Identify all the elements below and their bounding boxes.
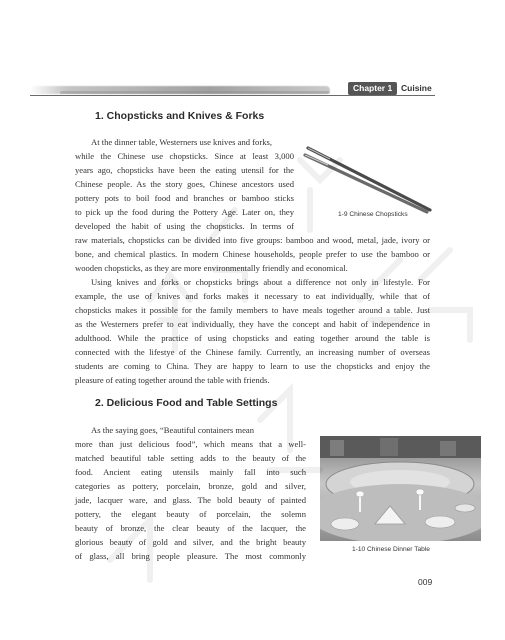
text-line: glorious beauty of gold and silver, and the bright beauty — [75, 537, 306, 547]
text-line: students are coming to China. They are happy to learn to use the chopsticks and enjoy the — [75, 361, 430, 371]
text-line: food. Ancient eating utensils mainly fall into such — [75, 467, 306, 477]
section-heading-table-settings: 2. Delicious Food and Table Settings — [95, 397, 278, 409]
text-line: developed the habit of using the chopsticks. In terms of — [75, 221, 294, 231]
chapter-badge: Chapter 1 — [348, 82, 397, 95]
chopsticks-image — [300, 140, 435, 215]
text-line: pleasure of eating together around the table with friends. — [75, 375, 270, 385]
brush-stroke-decoration-thin — [60, 91, 330, 94]
text-line: categories as pottery, porcelain, bronze, gold and silver, — [75, 481, 306, 491]
text-line: matched beautiful table setting adds to the beauty of the — [75, 453, 306, 463]
text-line: while the Chinese use chopsticks. Since at least 3,000 — [75, 151, 294, 161]
dinner-table-photo — [320, 436, 481, 541]
text-line: chopsticks makes it possible for the family members to have meals together around a table. Just — [75, 305, 430, 315]
text-line: to pick up the food during the Pottery Age. Later on, they — [75, 207, 294, 217]
text-line: of glass, all bring people pleasure. The most commonly — [75, 551, 306, 561]
text-line: pottery pots to boil food and branches or bamboo sticks — [75, 193, 294, 203]
text-line: jade, lacquer ware, and glass. The bold beauty of painted — [75, 495, 306, 505]
page-number: 009 — [418, 577, 433, 587]
text-line: At the dinner table, Westerners use knives and forks, — [91, 137, 273, 147]
text-line: Chinese people. As the story goes, Chinese ancestors used — [75, 179, 294, 189]
figure-caption-chopsticks: 1-9 Chinese Chopsticks — [338, 211, 408, 218]
text-line: pottery, the elegant beauty of porcelain, the solemn — [75, 509, 306, 519]
text-line: bone, and chemical plastics. In modern Chinese households, people prefer to use the bamboo or — [75, 249, 430, 259]
text-line: As the saying goes, “Beautiful containers mean — [91, 425, 254, 435]
text-line: adulthood. While the practice of using chopsticks and eating together around the table is — [75, 333, 430, 343]
text-line: more than just delicious food”, which means that a well- — [75, 439, 306, 449]
text-line: years ago, chopsticks have been the eating utensil for the — [75, 165, 294, 175]
text-line: Using knives and forks or chopsticks brings about a difference not only in lifestyle. For — [91, 277, 430, 287]
text-line: connected with the lifestye of the Chinese family. Currently, an increasing number of overseas — [75, 347, 430, 357]
chapter-title: Cuisine — [401, 83, 432, 93]
text-line: beauty of bronze, the clear beauty of the lacquer, the — [75, 523, 306, 533]
text-line: raw materials, chopsticks can be divided into five groups: bamboo and wood, metal, jade, ivory or — [75, 235, 430, 245]
header-rule — [30, 95, 435, 96]
text-line: as the Westerners prefer to eat individually, they have the concept and habit of independence in — [75, 319, 430, 329]
text-line: example, the use of knives and forks makes it necessary to eat individually, while that of — [75, 291, 430, 301]
section-heading-chopsticks: 1. Chopsticks and Knives & Forks — [95, 110, 265, 122]
text-line: wooden chopsticks, as they are more environmentally friendly and economical. — [75, 263, 348, 273]
figure-caption-dinner-table: 1-10 Chinese Dinner Table — [352, 546, 430, 553]
